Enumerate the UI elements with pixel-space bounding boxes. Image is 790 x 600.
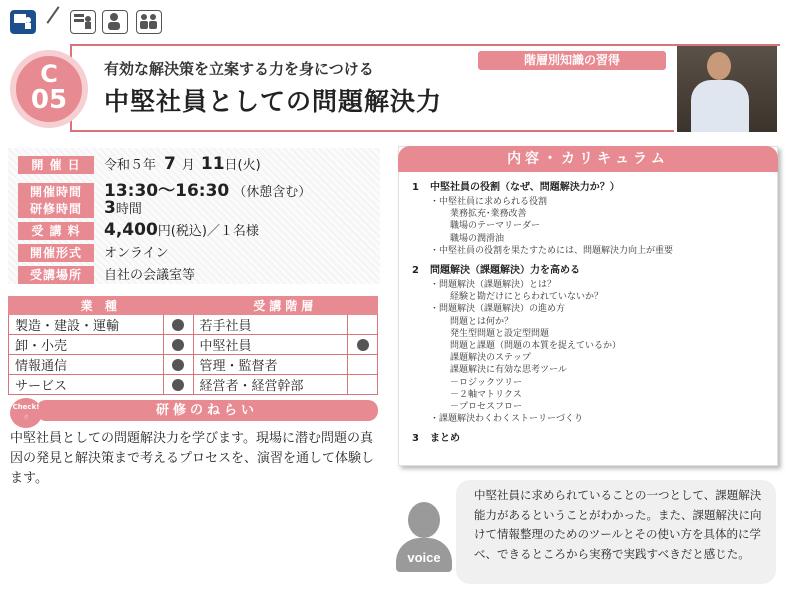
voice-avatar-icon: [396, 500, 452, 572]
table-mark-cell: [348, 335, 378, 355]
table-mark-cell: [163, 335, 193, 355]
table-row: [9, 355, 378, 375]
teacher-icon: [10, 10, 36, 34]
curriculum-item: －２軸マトリクス: [450, 389, 522, 400]
table-cell: 経営者・経営幹部: [193, 375, 348, 395]
divider-slash: [46, 6, 59, 24]
selected-dot-icon: [172, 339, 184, 351]
info-row-place: [18, 264, 195, 282]
info-label: 受講場所: [18, 266, 94, 284]
group-work-icon: [136, 10, 162, 34]
info-value-date: 令和５年 7 月 11日(火): [104, 154, 261, 174]
table-mark-cell: [348, 355, 378, 375]
curriculum-item: 職場の潤滑油: [450, 233, 505, 244]
table-cell: 卸・小売: [9, 335, 164, 355]
curriculum-section-title: 2 問題解決（課題解決）力を高める: [412, 265, 580, 277]
course-number: 05: [30, 85, 68, 115]
curriculum-item: ・問題解決（課題解決）とは？: [430, 280, 557, 291]
curriculum-list: [412, 180, 772, 447]
info-row-time: [18, 176, 312, 201]
table-mark-cell: [163, 355, 193, 375]
table-mark-cell: [348, 315, 378, 335]
course-subtitle: 有効な解決策を立案する力を身につける: [104, 60, 374, 78]
info-label: 開 催 日: [18, 156, 94, 174]
curriculum-item: ・課題解決わくわくストーリーづくり: [430, 414, 584, 425]
instructor-photo: [677, 46, 777, 132]
curriculum-item: ・中堅社員に求められる役割: [430, 197, 548, 207]
info-label: 受 講 料: [18, 222, 94, 240]
info-label: 開催形式: [18, 244, 94, 262]
curriculum-item: ・中堅社員の役割を果たすためには、問題解決力向上が重要: [430, 245, 674, 256]
curriculum-section-title: 3 まとめ: [412, 433, 460, 445]
curriculum-item: 問題とは何か？: [450, 316, 514, 327]
aim-title: 研修のねらい: [36, 400, 378, 421]
table-cell: 中堅社員: [193, 335, 348, 355]
table-mark-cell: [348, 375, 378, 395]
curriculum-item: 課題解決に有効な思考ツール: [450, 365, 567, 376]
curriculum-title: 内容・カリキュラム: [398, 146, 778, 172]
target-table: [8, 296, 378, 395]
curriculum-section-title: 1 中堅社員の役割（なぜ、問題解決力か？）: [412, 182, 620, 193]
info-value-duration: 3時間: [104, 198, 142, 218]
curriculum-item: －ロジックツリー: [450, 377, 523, 388]
info-value-time: 13:30～16:30 （休憩含む）: [104, 181, 312, 201]
info-row-date: [18, 154, 261, 172]
info-row-duration: [18, 198, 142, 216]
info-row-fee: [18, 220, 259, 238]
info-value-place: 自社の会議室等: [104, 268, 196, 283]
selected-dot-icon: [172, 319, 184, 331]
table-cell: サービス: [9, 375, 164, 395]
info-label: 開催時間: [18, 183, 94, 201]
selected-dot-icon: [172, 379, 184, 391]
table-cell: 管理・監督者: [193, 355, 348, 375]
table-cell: 情報通信: [9, 355, 164, 375]
check-icon: Check! ☝: [10, 398, 42, 428]
industry-header: 業 種: [9, 297, 194, 315]
voice-comment: 中堅社員に求められていることの一つとして、課題解決能力があるということがわかった。また、課題解決に向けて情報整理のためのツールとその使い方を具体的に学べ、できるところから実務で実践すべきだと感じた。: [456, 480, 776, 584]
level-header: 受講階層: [193, 297, 378, 315]
lecture-icon: [70, 10, 96, 34]
course-title: 中堅社員としての問題解決力: [104, 87, 443, 116]
aim-text: 中堅社員としての問題解決力を学びます。現場に潜む問題の真因の発見と解決策まで考えるプロセスを、演習を通して体験します。: [10, 431, 375, 486]
category-badge: 階層別知識の習得: [478, 51, 666, 70]
table-mark-cell: [163, 375, 193, 395]
table-row: [9, 375, 378, 395]
info-value-format: オンライン: [104, 246, 169, 261]
info-row-format: [18, 242, 169, 260]
curriculum-item: 問題と課題（問題の本質を捉えているか）: [450, 341, 622, 352]
selected-dot-icon: [357, 339, 369, 351]
curriculum-item: 発生型問題と設定型問題: [450, 328, 550, 339]
table-mark-cell: [163, 315, 193, 335]
table-row: [9, 335, 378, 355]
workshop-icon: [102, 10, 128, 34]
curriculum-item: 経験と勘だけにとらわれていないか？: [450, 292, 604, 303]
course-code-badge: [10, 50, 88, 128]
curriculum-item: 業務拡充･業務改善: [450, 209, 527, 220]
info-value-fee: 4,400円(税込)／１名様: [104, 220, 259, 240]
table-cell: 製造・建設・運輸: [9, 315, 164, 335]
course-letter: C: [40, 60, 58, 88]
table-cell: 若手社員: [193, 315, 348, 335]
table-row: [9, 315, 378, 335]
curriculum-item: ・問題解決（課題解決）の進め方: [430, 304, 566, 315]
selected-dot-icon: [172, 359, 184, 371]
voice-label: voice: [407, 550, 441, 565]
info-label: 研修時間: [18, 200, 94, 218]
curriculum-item: －プロセスフロー: [450, 402, 523, 413]
curriculum-item: 課題解決のステップ: [450, 353, 531, 364]
curriculum-item: 職場のテーマリーダー: [450, 221, 541, 232]
